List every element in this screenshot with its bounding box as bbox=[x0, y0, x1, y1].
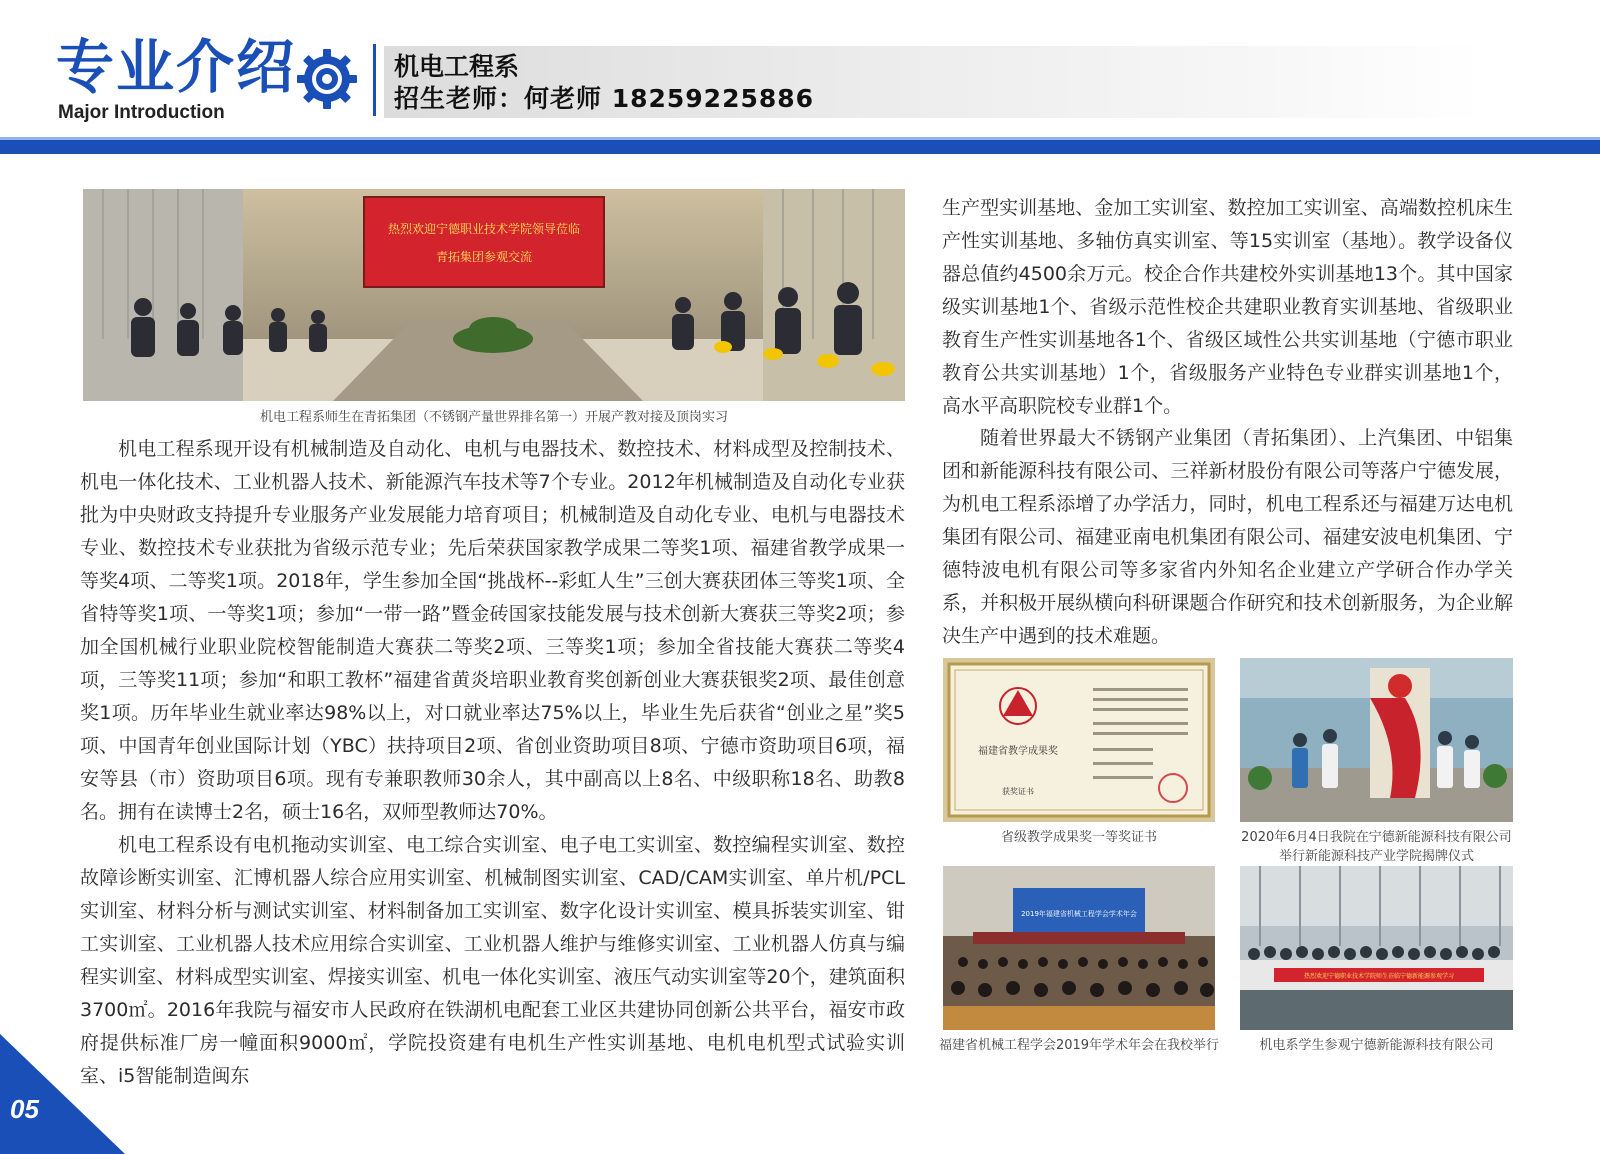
paragraph-facilities: 机电工程系设有电机拖动实训室、电工综合实训室、电子电工实训室、数控编程实训室、数控故障诊断实训室、汇博机器人综合应用实训室、机械制图实训室、CAD/CAM实训室、单片机/PCL实训室、材料分析与测试实训室、材料制备加工实训室、数字化设计实训室、模具拆装实训室、钳工实训室、工业机器人技术应用综合实训室、工业机器人维护与维修实训室、工业机器人仿真与编程实训室、材料成型实训室、焊接实训室、机电一体化实训室、液压气动实训室等20个，建筑面积3700㎡。2016年我院与福安市人民政府在铁湖机电配套工业区共建协同创新公共平台，福安市政府提供标准厂房一幢面积9000㎡，学院投资建有电机生产性实训基地、电机电机型式试验实训室、i5智能制造闽东 bbox=[80, 834, 905, 1087]
section-title: 专业介绍 bbox=[56, 33, 297, 101]
paragraph-cooperation: 随着世界最大不锈钢产业集团（青拓集团）、上汽集团、中铝集团和新能源科技有限公司、三祥新材股份有限公司等落户宁德发展，为机电工程系添增了办学活力，同时，机电工程系还与福建万达电机集团有限公司、福建亚南电机集团有限公司、福建安波电机集团、宁德特波电机有限公司等多家省内外知名企业建立产学研合作办学关系，并积极开展纵横向科研课题合作研究和技术创新服务，为企业解决生产中遇到的技术难题。 bbox=[942, 427, 1513, 647]
conference-caption: 福建省机械工程学会2019年学术年会在我校举行 bbox=[938, 1038, 1220, 1053]
photo-meeting-room bbox=[83, 189, 905, 401]
main-photo-caption: 机电工程系师生在青拓集团（不锈钢产量世界排名第一）开展产教对接及顶岗实习 bbox=[259, 410, 728, 425]
visit-banner: 热烈欢迎宁德职业技术学院师生莅临宁德新能源参观学习 bbox=[1303, 973, 1455, 980]
page-header bbox=[0, 0, 1600, 160]
photo-company-visit bbox=[1240, 866, 1513, 1030]
page-number: 05 bbox=[10, 1094, 39, 1124]
visit-caption: 机电系学生参观宁德新能源科技有限公司 bbox=[1259, 1038, 1494, 1053]
header-divider bbox=[373, 44, 376, 116]
gear-icon bbox=[294, 46, 360, 112]
ceremony-caption: 2020年6月4日我院在宁德新能源科技有限公司举行新能源科技产业学院揭牌仪式 bbox=[1241, 830, 1512, 864]
header-bar bbox=[0, 140, 1600, 154]
section-subtitle: Major Introduction bbox=[58, 102, 225, 123]
paragraph-facilities-continued: 生产型实训基地、金加工实训室、数控加工实训室、高端数控机床生产性实训基地、多轴仿真实训室、等15实训室（基地）。教学设备仪器总值约4500余万元。校企合作共建校外实训基地13个。其中国家级实训基地1个、省级示范性校企共建职业教育实训基地、省级职业教育生产性实训基地各1个、省级区域性公共实训基地（宁德市职业教育公共实训基地）1个，省级服务产业特色专业群实训基地1个，高水平高职院校专业群1个。 bbox=[942, 197, 1513, 417]
certificate-title: 福建省教学成果奖 bbox=[978, 746, 1058, 757]
banner-line-2: 青拓集团参观交流 bbox=[435, 250, 533, 264]
conference-banner: 2019年福建省机械工程学会学术年会 bbox=[1021, 910, 1137, 918]
photo-certificate bbox=[943, 658, 1215, 822]
paragraph-overview: 机电工程系现开设有机械制造及自动化、电机与电器技术、数控技术、材料成型及控制技术、机电一体化技术、工业机器人技术、新能源汽车技术等7个专业。2012年机械制造及自动化专业获批为中央财政支持提升专业服务产业发展能力培育项目；机械制造及自动化专业、电机与电器技术专业、数控技术专业获批为省级示范专业；先后荣获国家教学成果二等奖1项、福建省教学成果一等奖4项、二等奖1项。2018年，学生参加全国“挑战杯--彩虹人生”三创大赛获团体三等奖1项、全省特等奖1项、一等奖1项；参加“一带一路”暨金砖国家技能发展与技术创新大赛获三等奖2项；参加全国机械行业职业院校智能制造大赛获二等奖2项、三等奖1项；参加全省技能大赛获二等奖4项，三等奖11项；参加“和职工教杯”福建省黄炎培职业教育奖创新创业大赛获银奖2项、最佳创意奖1项。历年毕业生就业率达98%以上，对口就业率达75%以上，毕业生先后获省“创业之星”奖5项、中国青年创业国际计划（YBC）扶持项目2项、省创业资助项目8项、宁德市资助项目6项，福安等县（市）资助项目6项。现有专兼职教师30余人，其中副高以上8名、中级职称18名、助教8名。拥有在读博士2名，硕士16名，双师型教师达70%。 bbox=[80, 438, 905, 823]
photo-ceremony bbox=[1240, 658, 1513, 822]
department-name: 机电工程系 bbox=[394, 52, 520, 81]
admission-contact: 招生老师：何老师 18259225886 bbox=[394, 84, 815, 113]
certificate-subtitle: 获奖证书 bbox=[1002, 787, 1034, 796]
photo-conference bbox=[943, 866, 1215, 1030]
certificate-caption: 省级教学成果奖一等奖证书 bbox=[1000, 830, 1157, 845]
banner-line-1: 热烈欢迎宁德职业技术学院领导莅临 bbox=[387, 222, 581, 236]
